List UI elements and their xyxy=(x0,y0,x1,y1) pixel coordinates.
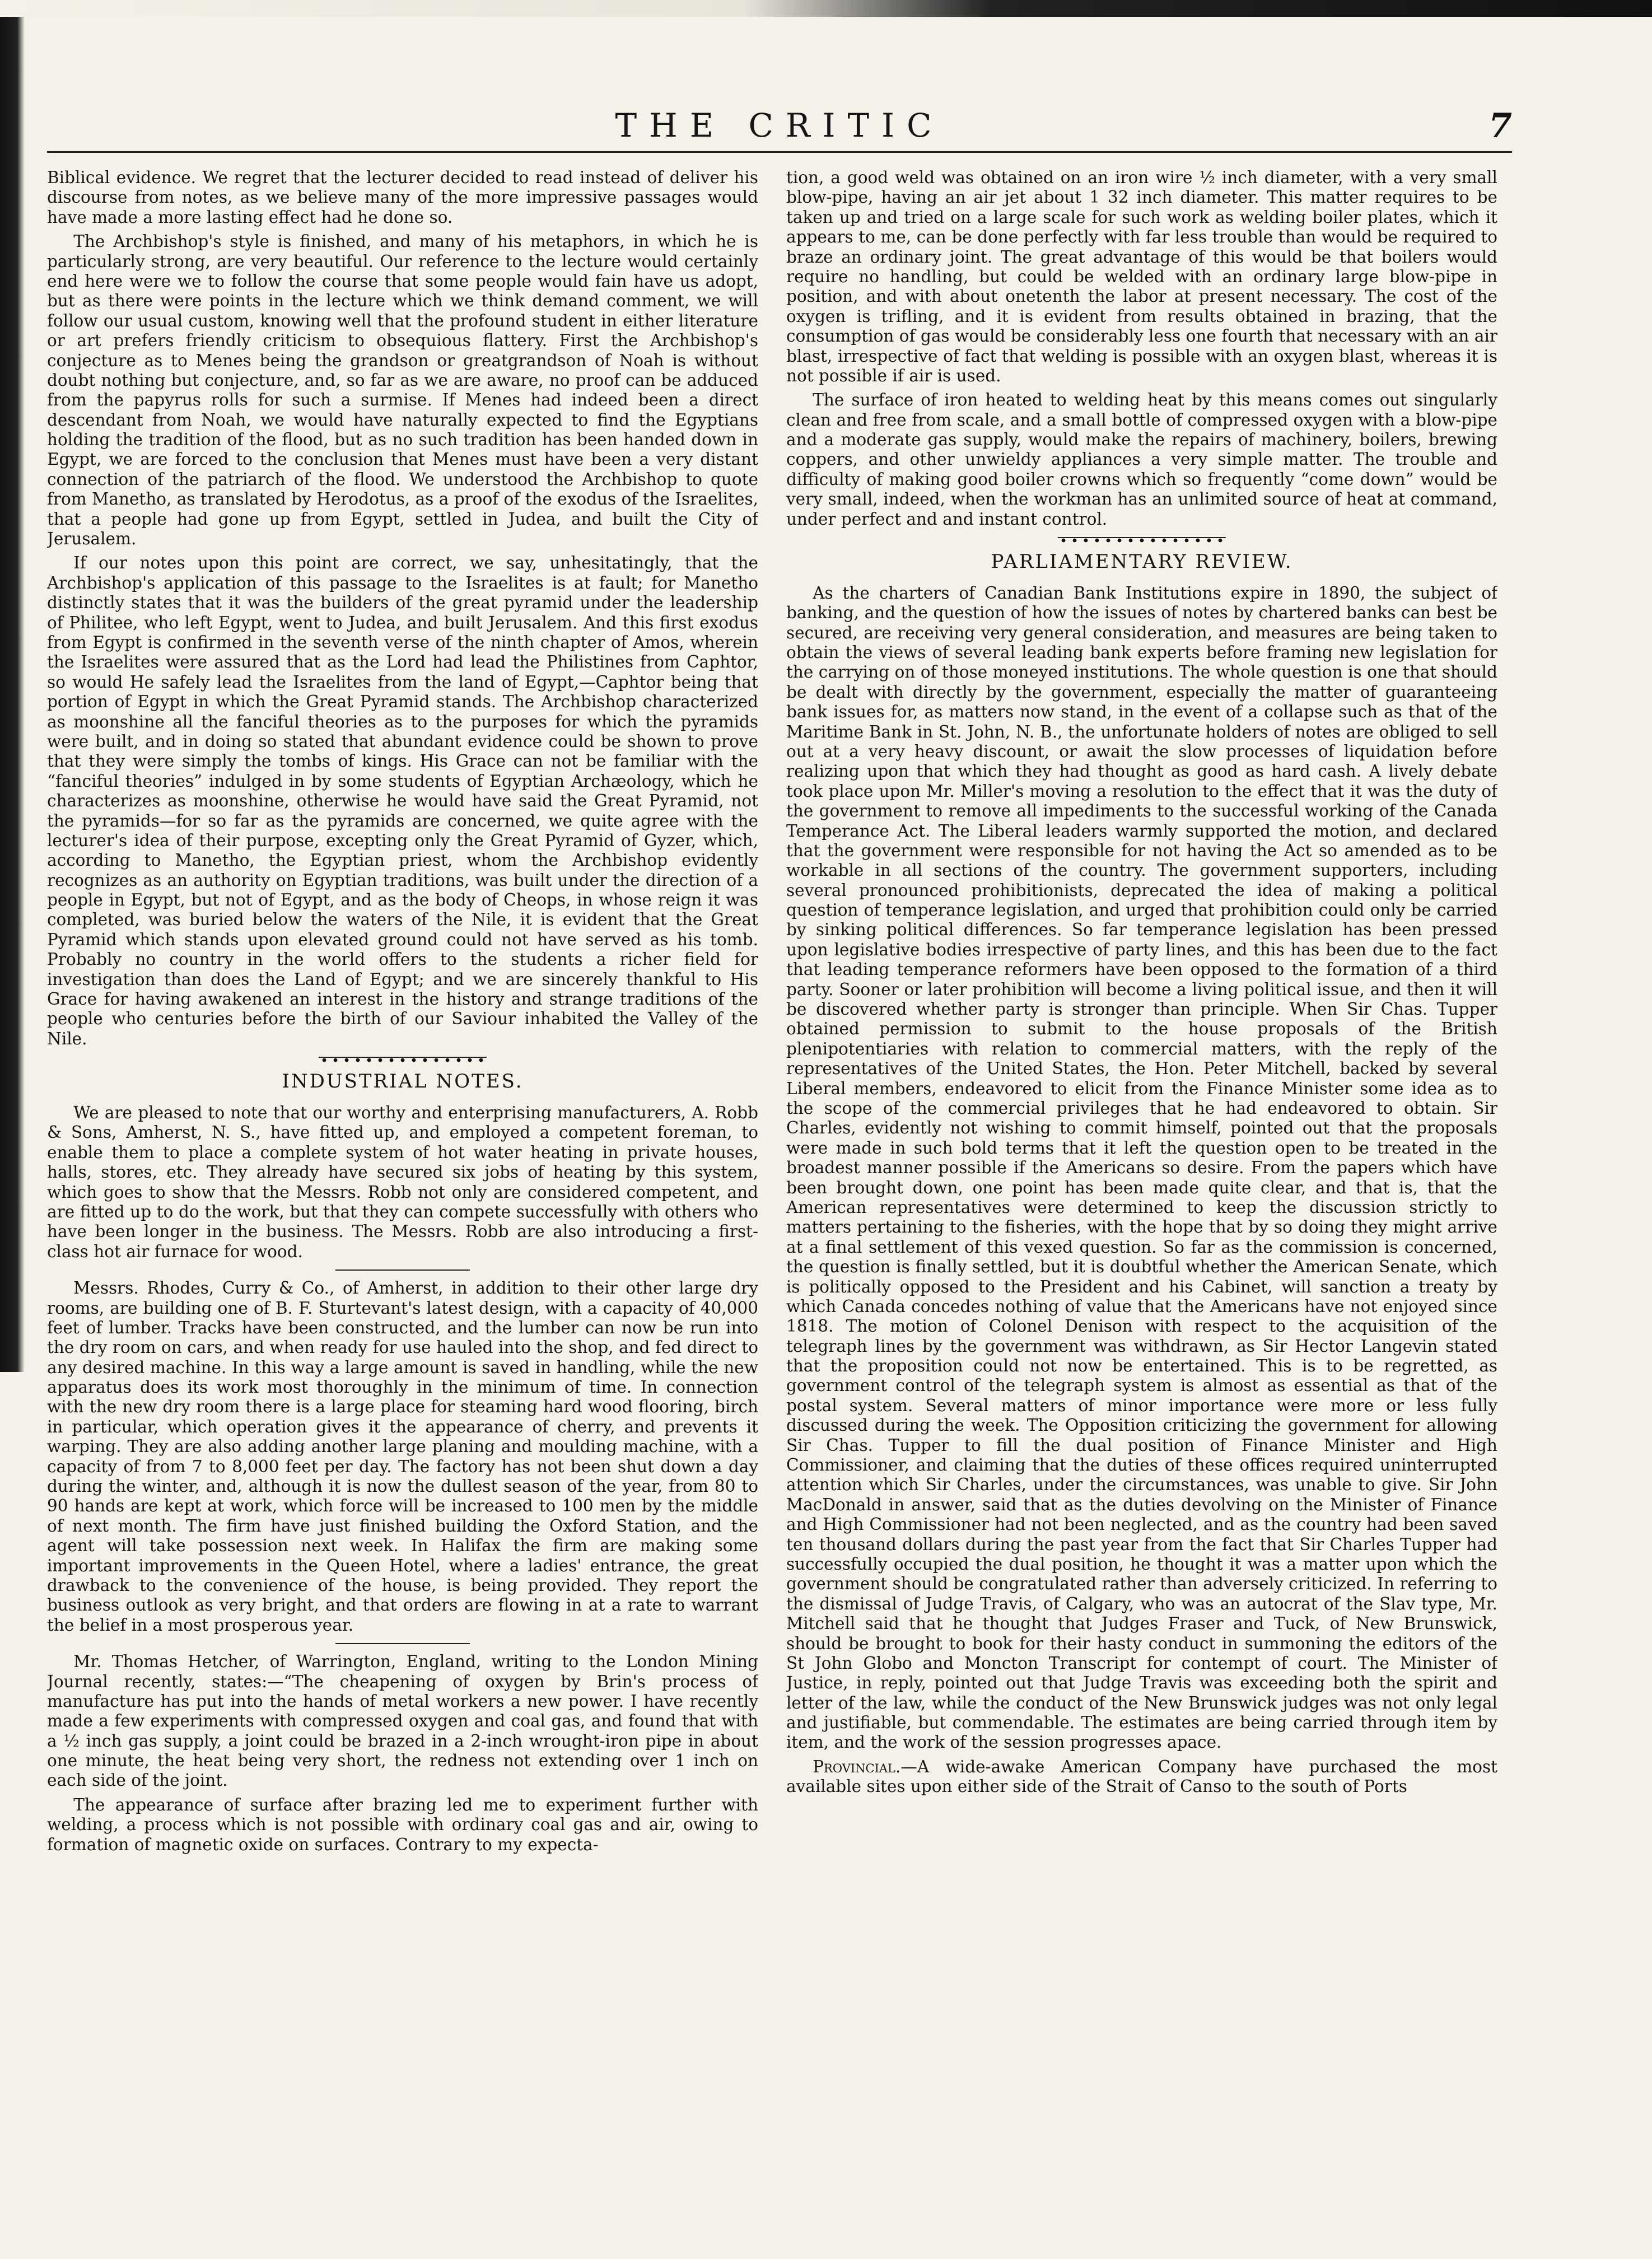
separator-rule xyxy=(335,1643,470,1644)
left-column xyxy=(47,168,758,2229)
paragraph: Messrs. Rhodes, Curry & Co., of Amherst, in addition to their other large dry rooms, are building one of B. F. Sturtevant's latest design, with a capacity of 40,000 feet of lumber. Tracks have been constructed, and the lumber can now be run into the dry room on cars, and when ready for use hauled into the shop, and fed direct to any desired machine. In this way a large amount is saved in handling, while the new apparatus does its work most thoroughly in the minimum of time. In connection with the new dry room there is a large place for steaming hard wood flooring, birch in particular, which operation gives it the appearance of cherry, and prevents it warping. They are also adding another large planing and moulding machine, with a capacity of from 7 to 8,000 feet per day. The factory has not been shut down a day during the winter, and, although it is now the dullest season of the year, from 80 to 90 hands are kept at work, which force will be increased to 100 men by the middle of next month. The firm have just finished building the Oxford Station, and the agent will take possession next week. In Halifax the firm are making some important improvements in the Queen Hotel, where a ladies' entrance, the great drawback to the convenience of the house, is being provided. They report the business outlook as very bright, and that orders are flowing in at a rate to warrant the belief in a most prosperous year. xyxy=(47,1278,758,1635)
scan-left-border xyxy=(0,17,25,1372)
separator-rule xyxy=(335,1269,470,1271)
paragraph: If our notes upon this point are correct, we say, unhesitatingly, that the Archbishop's application of this passage to the Israelites is at fault; for Manetho distinctly states that it was the builders of the great pyramid under the leadership of Philitee, who left Egypt, went to Judea, and built Jerusalem. And this first exodus from Egypt is confirmed in the seventh verse of the ninth chapter of Amos, wherein the Israelites were assured that as the Lord had lead the Philistines from Caphtor, so would He safely lead the Israelites from the land of Egypt,—Caphtor being that portion of Egypt in which the Great Pyramid stands. The Archbishop characterized as moonshine all the fanciful theories as to the purposes for which the pyramids were built, and in doing so stated that abundant evidence could be shown to prove that they were simply the tombs of kings. His Grace can not be familiar with the “fanciful theories” indulged in by some students of Egyptian Archæology, which he characterizes as moonshine, otherwise he would have said the Great Pyramid, not the pyramids—for so far as the pyramids are concerned, we quite agree with the lecturer's idea of their purpose, excepting only the Great Pyramid of Gyzer, which, according to Manetho, the Egyptian priest, whom the Archbishop evidently recognizes as an authority on Egyptian traditions, was built under the direction of a people in Egypt, but not of Egypt, and as the body of Cheops, in whose reign it was completed, was buried below the waters of the Nile, it is evident that the Great Pyramid which stands upon elevated ground could not have served as his tomb. Probably no country in the world offers to the students a richer field for investigation than does the Land of Egypt; and we are sincerely thankful to His Grace for having awakened an interest in the history and strange traditions of the people who centuries before the birth of our Saviour inhabited the Valley of the Nile. xyxy=(47,553,758,1048)
paragraph: We are pleased to note that our worthy and enterprising manufacturers, A. Robb & Sons, Amherst, N. S., have fitted up, and employed a competent foreman, to enable them to place a complete system of hot water heating in private houses, halls, stores, etc. They already have secured six jobs of heating by this system, which goes to show that the Messrs. Robb not only are considered competent, and are fitted up to do the work, but that they can compete successfully with others who have been longer in the business. The Messrs. Robb are also introducing a first-class hot air furnace for wood. xyxy=(47,1103,758,1261)
paragraph-lead: Provincial. xyxy=(813,1757,901,1776)
ornamental-rule xyxy=(1058,537,1226,543)
paragraph: Biblical evidence. We regret that the lecturer decided to read instead of deliver his discourse from notes, as we believe many of the more impressive passages would have made a more lasting effect had he done so. xyxy=(47,168,758,227)
paragraph: tion, a good weld was obtained on an iron wire ½ inch diameter, with a very small blow-pipe, having an air jet about 1 32 inch diameter. This matter requires to be taken up and tried on a large scale for such work as welding boiler plates, which it appears to me, can be done perfectly with far less trouble than would be required to braze an ordinary joint. The great advantage of this would be that boilers would require no handling, but could be welded with an ordinary large blow-pipe in position, and with about onetenth the labor at present necessary. The cost of the oxygen is trifling, and it is evident from results obtained in brazing, that the consumption of gas would be considerably less one fourth that necessary with an air blast, irrespective of fact that welding is possible with an oxygen blast, whereas it is not possible if air is used. xyxy=(786,168,1497,385)
paragraph: As the charters of Canadian Bank Institutions expire in 1890, the subject of banking, and the question of how the issues of notes by chartered banks can best be secured, are receiving very general consideration, and measures are being taken to obtain the views of several leading bank experts before framing new legislation for the carrying on of those moneyed institutions. The whole question is one that should be dealt with directly by the government, especially the matter of guaranteeing bank issues for, as matters now stand, in the event of a collapse such as that of the Maritime Bank in St. John, N. B., the unfortunate holders of notes are obliged to sell out at a very heavy discount, or await the slow processes of liquidation before realizing upon that which they had thought as good as hard cash. A lively debate took place upon Mr. Miller's moving a resolution to the effect that it was the duty of the government to remove all impediments to the successful working of the Canada Temperance Act. The Liberal leaders warmly supported the motion, and declared that the government were responsible for not having the Act so amended as to be workable in all sections of the country. The government supporters, including several pronounced prohibitionists, deprecated the idea of making a political question of temperance legislation, and urged that prohibition could only be carried by sinking political differences. So far temperance legislation has been pressed upon legislative bodies irrespective of party lines, and this has been due to the fact that leading temperance reformers have been opposed to the formation of a third party. Sooner or later prohibition will become a living political issue, and then it will be discovered whether party is stronger than principle. When Sir Chas. Tupper obtained permission to submit to the house proposals of the British plenipotentiaries with relation to commercial matters, with the reply of the representatives of the United States, the Hon. Peter Mitchell, backed by several Liberal members, endeavored to elicit from the Finance Minister some idea as to the scope of the commercial privileges that he had endeavored to obtain. Sir Charles, evidently not wishing to commit himself, pointed out that the proposals were made in such bold terms that it left the question open to be treated in the broadest manner possible if the Americans so desire. From the papers which have been brought down, one point has been made quite clear, and that is, that the American representatives were determined to keep the discussion strictly to matters pertaining to the fisheries, with the hope that by so doing they might arrive at a final settlement of this vexed question. So far as the commission is concerned, the question is finally settled, but it is doubtful whether the American Senate, which is politically opposed to the President and his Cabinet, will sanction a treaty by which Canada concedes nothing of value that the Americans have not enjoyed since 1818. The motion of Colonel Denison with respect to the acquisition of the telegraph lines by the government was withdrawn, as Sir Hector Langevin stated that the proposition could not now be entertained. This is to be regretted, as government control of the telegraph system is almost as essential as that of the postal system. Several matters of minor importance were more or less fully discussed during the week. The Opposition criticizing the government for allowing Sir Chas. Tupper to fill the dual position of Finance Minister and High Commissioner, and claiming that the duties of these offices required uninterrupted attention which Sir Charles, under the circumstances, was unable to give. Sir John MacDonald in answer, said that as the duties devolving on the Minister of Finance and High Commissioner had not been neglected, and as the country had been saved ten thousand dollars during the past year from the fact that Sir Charles Tupper had successfully occupied the dual position, he thought it was a matter upon which the government should be congratulated rather than adversely criticized. In referring to the dismissal of Judge Travis, of Calgary, who was an autocrat of the Slav type, Mr. Mitchell said that he thought that Judges Fraser and Tuck, of New Brunswick, should be brought to book for their hasty conduct in summoning the editors of the St John Globo and Moncton Transcript for contempt of court. The Minister of Justice, in reply, pointed out that Judge Travis was exceeding both the spirit and letter of the law, while the conduct of the New Brunswick judges was not only legal and justifiable, but commendable. The estimates are being carried through item by item, and the work of the session progresses apace. xyxy=(786,583,1497,1752)
masthead-title: THE CRITIC xyxy=(615,106,944,144)
paragraph: The Archbishop's style is finished, and many of his metaphors, in which he is particularly strong, are very beautiful. Our reference to the lecture would certainly end here were we to follow the course that some people would fain have us adopt, but as there were points in the lecture which we think demand comment, we will follow our usual custom, knowing well that the profound student in either literature or art prefers friendly criticism to obsequious flattery. First the Archbishop's conjecture as to Menes being the grandson or greatgrandson of Noah is without doubt nothing but conjecture, and, so far as we are aware, no proof can be adduced from the papyrus rolls for such a surmise. If Menes had indeed been a direct descendant from Noah, we would have naturally expected to find the Egyptians holding the tradition of the flood, but as no such tradition has been handed down in Egypt, we are forced to the conclusion that Menes must have been a very distant connection of the patriarch of the flood. We understood the Archbishop to quote from Manetho, as translated by Herodotus, as a proof of the exodus of the Israelites, that a people had gone up from Egypt, settled in Judea, and built the City of Jerusalem. xyxy=(47,232,758,549)
paragraph xyxy=(786,1757,1497,1797)
right-column xyxy=(786,168,1497,2234)
section-heading-parliamentary: PARLIAMENTARY REVIEW. xyxy=(991,550,1293,573)
section-heading-industrial: INDUSTRIAL NOTES. xyxy=(282,1070,524,1093)
ornamental-rule xyxy=(319,1057,487,1062)
page-number: 7 xyxy=(1488,106,1512,146)
paragraph: Mr. Thomas Hetcher, of Warrington, England, writing to the London Mining Journal recently, states:—“The cheapening of oxygen by Brin's process of manufacture has put into the hands of metal workers a new power. I have recently made a few experiments with compressed oxygen and coal gas, and found that with a ½ inch gas supply, a joint could be brazed in a 2-inch wrought-iron pipe in about one minute, the heat being very short, the redness not extending over 1 inch on each side of the joint. xyxy=(47,1652,758,1790)
paragraph: The surface of iron heated to welding heat by this means comes out singularly clean and free from scale, and a small bottle of compressed oxygen with a blow-pipe and a moderate gas supply, would make the repairs of machinery, boilers, brewing coppers, and other unwieldy appliances a very simple matter. The trouble and difficulty of making good boiler crowns which so frequently “come down” would be very small, indeed, when the workman has an unlimited source of heat at command, under perfect and and instant control. xyxy=(786,390,1497,529)
paragraph-body: —A wide-awake American Company have purchased the most available sites upon either side of the Strait of Canso to the south of Ports xyxy=(786,1757,1497,1796)
paragraph: The appearance of surface after brazing led me to experiment further with welding, a process which is not possible with ordinary coal gas and air, owing to formation of magnetic oxide on surfaces. Contrary to my expecta- xyxy=(47,1795,758,1854)
page-header xyxy=(47,106,1512,153)
scan-top-border xyxy=(0,0,1652,17)
